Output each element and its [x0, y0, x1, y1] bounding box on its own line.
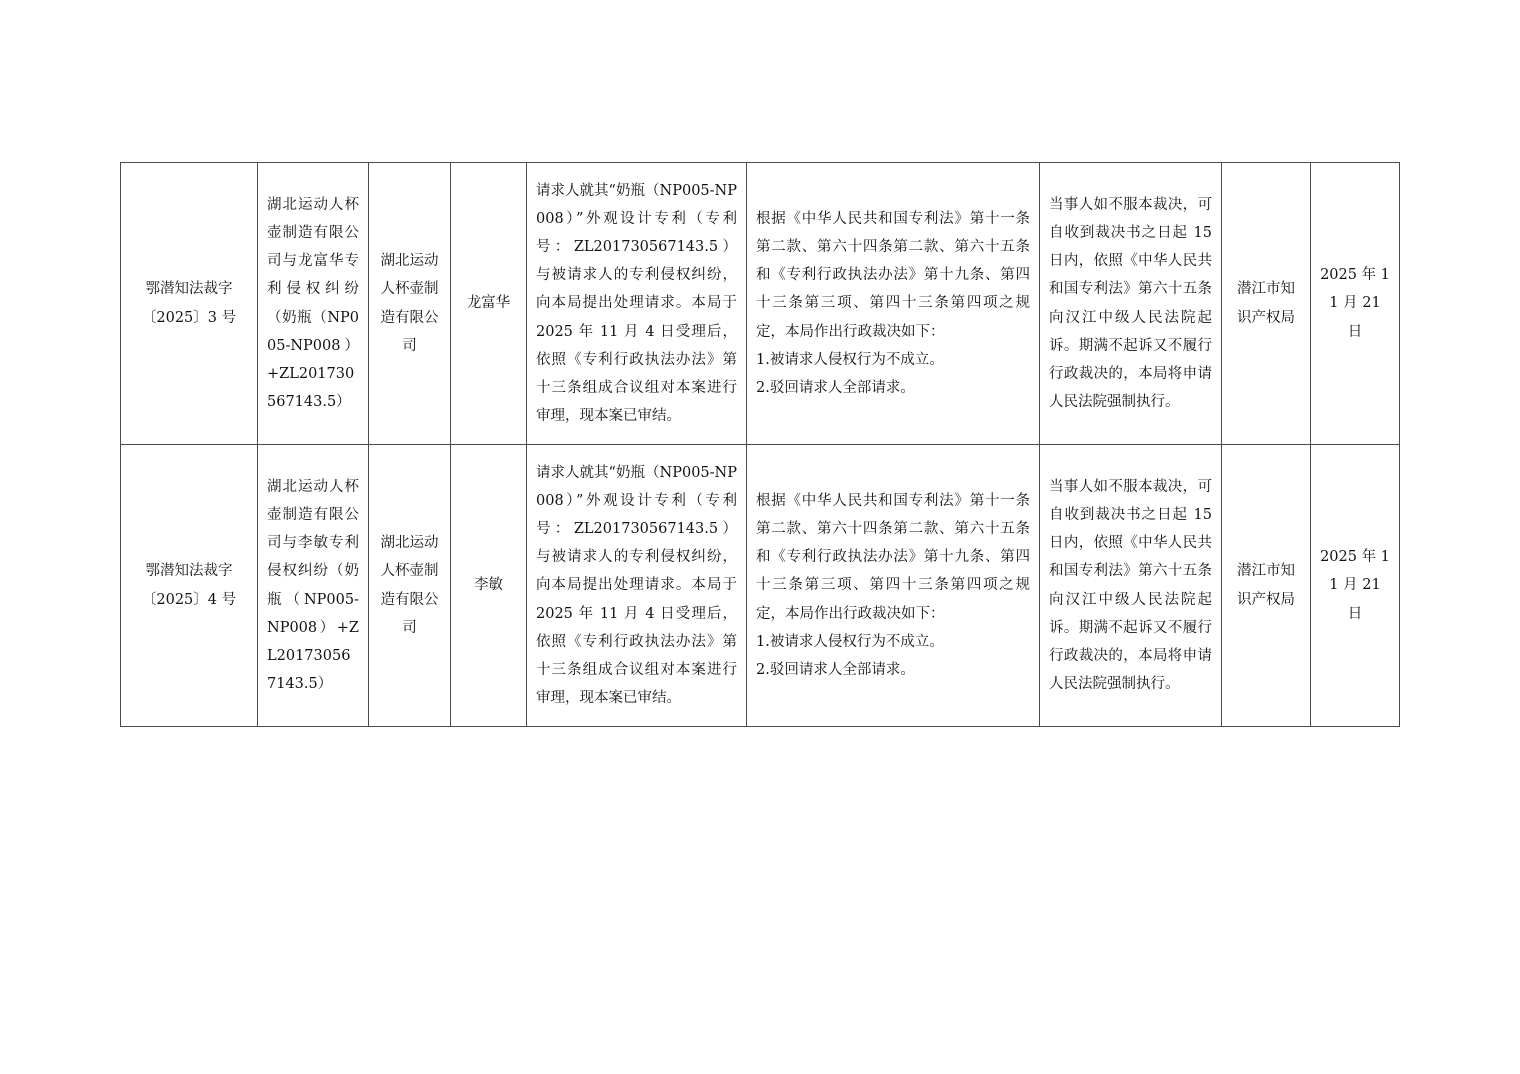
respondent: 龙富华 [466, 295, 511, 312]
case-name-cell [258, 163, 369, 445]
case-number-cell [121, 445, 258, 727]
decision-date: 2025 年 11 月 21 日 [1320, 267, 1390, 340]
authority: 潜江市知识产权局 [1237, 281, 1295, 326]
remedy-cell [1040, 445, 1222, 727]
respondent-cell [451, 163, 527, 445]
requester-cell [369, 163, 451, 445]
decision: 根据《中华人民共和国专利法》第十一条第二款、第六十四条第二款、第六十五条和《专利行政执法办法》第十九条、第四十三条第三项、第四十三条第四项之规定，本局作出行政裁决如下： 1.被请求人侵权行为不成立。 2.驳回请求人全部请求。 [756, 492, 1030, 678]
respondent: 李敏 [474, 577, 503, 594]
case-name-cell [258, 445, 369, 727]
decision-date: 2025 年 11 月 21 日 [1320, 549, 1390, 622]
requester: 湖北运动人杯壶制造有限公司 [380, 253, 439, 354]
case-number: 鄂潜知法裁字 〔2025〕4 号 [141, 563, 237, 608]
decision-cell [747, 163, 1040, 445]
authority: 潜江市知识产权局 [1237, 563, 1295, 608]
decision-cell [747, 445, 1040, 727]
remedy-notice: 当事人如不服本裁决，可自收到裁决书之日起 15 日内，依照《中华人民共和国专利法》第六十五条向汉江中级人民法院起诉。期满不起诉又不履行行政裁决的，本局将申请人民法院强制执行。 [1049, 196, 1212, 411]
table-row [121, 163, 1400, 445]
case-summary-cell [527, 163, 747, 445]
respondent-cell [451, 445, 527, 727]
case-number: 鄂潜知法裁字 〔2025〕3 号 [141, 281, 237, 326]
date-cell [1311, 163, 1400, 445]
case-number-cell [121, 163, 258, 445]
remedy-notice: 当事人如不服本裁决，可自收到裁决书之日起 15 日内，依照《中华人民共和国专利法》第六十五条向汉江中级人民法院起诉。期满不起诉又不履行行政裁决的，本局将申请人民法院强制执行。 [1049, 478, 1212, 693]
case-summary: 请求人就其“奶瓶（NP005-NP008）”外观设计专利（专利号：ZL201730567143.5）与被请求人的专利侵权纠纷，向本局提出处理请求。本局于 2025 年 11 月 4 日受理后，依照《专利行政执法办法》第十三条组成合议组对本案进行审理，现本案已审结。 [536, 182, 737, 425]
decision: 根据《中华人民共和国专利法》第十一条第二款、第六十四条第二款、第六十五条和《专利行政执法办法》第十九条、第四十三条第三项、第四十三条第四项之规定，本局作出行政裁决如下： 1.被请求人侵权行为不成立。 2.驳回请求人全部请求。 [756, 210, 1030, 396]
table-row [121, 445, 1400, 727]
case-name: 湖北运动人杯壶制造有限公司与李敏专利侵权纠纷（奶瓶（NP005-NP008）+ZL201730567143.5） [267, 478, 359, 693]
judgment-table [120, 162, 1400, 727]
case-name: 湖北运动人杯壶制造有限公司与龙富华专利侵权纠纷（奶瓶（NP005-NP008）+ZL201730567143.5） [267, 196, 359, 411]
authority-cell [1222, 445, 1311, 727]
requester: 湖北运动人杯壶制造有限公司 [380, 535, 439, 636]
case-summary-cell [527, 445, 747, 727]
authority-cell [1222, 163, 1311, 445]
remedy-cell [1040, 163, 1222, 445]
case-summary: 请求人就其“奶瓶（NP005-NP008）”外观设计专利（专利号：ZL201730567143.5）与被请求人的专利侵权纠纷，向本局提出处理请求。本局于 2025 年 11 月 4 日受理后，依照《专利行政执法办法》第十三条组成合议组对本案进行审理，现本案已审结。 [536, 464, 737, 707]
requester-cell [369, 445, 451, 727]
date-cell [1311, 445, 1400, 727]
